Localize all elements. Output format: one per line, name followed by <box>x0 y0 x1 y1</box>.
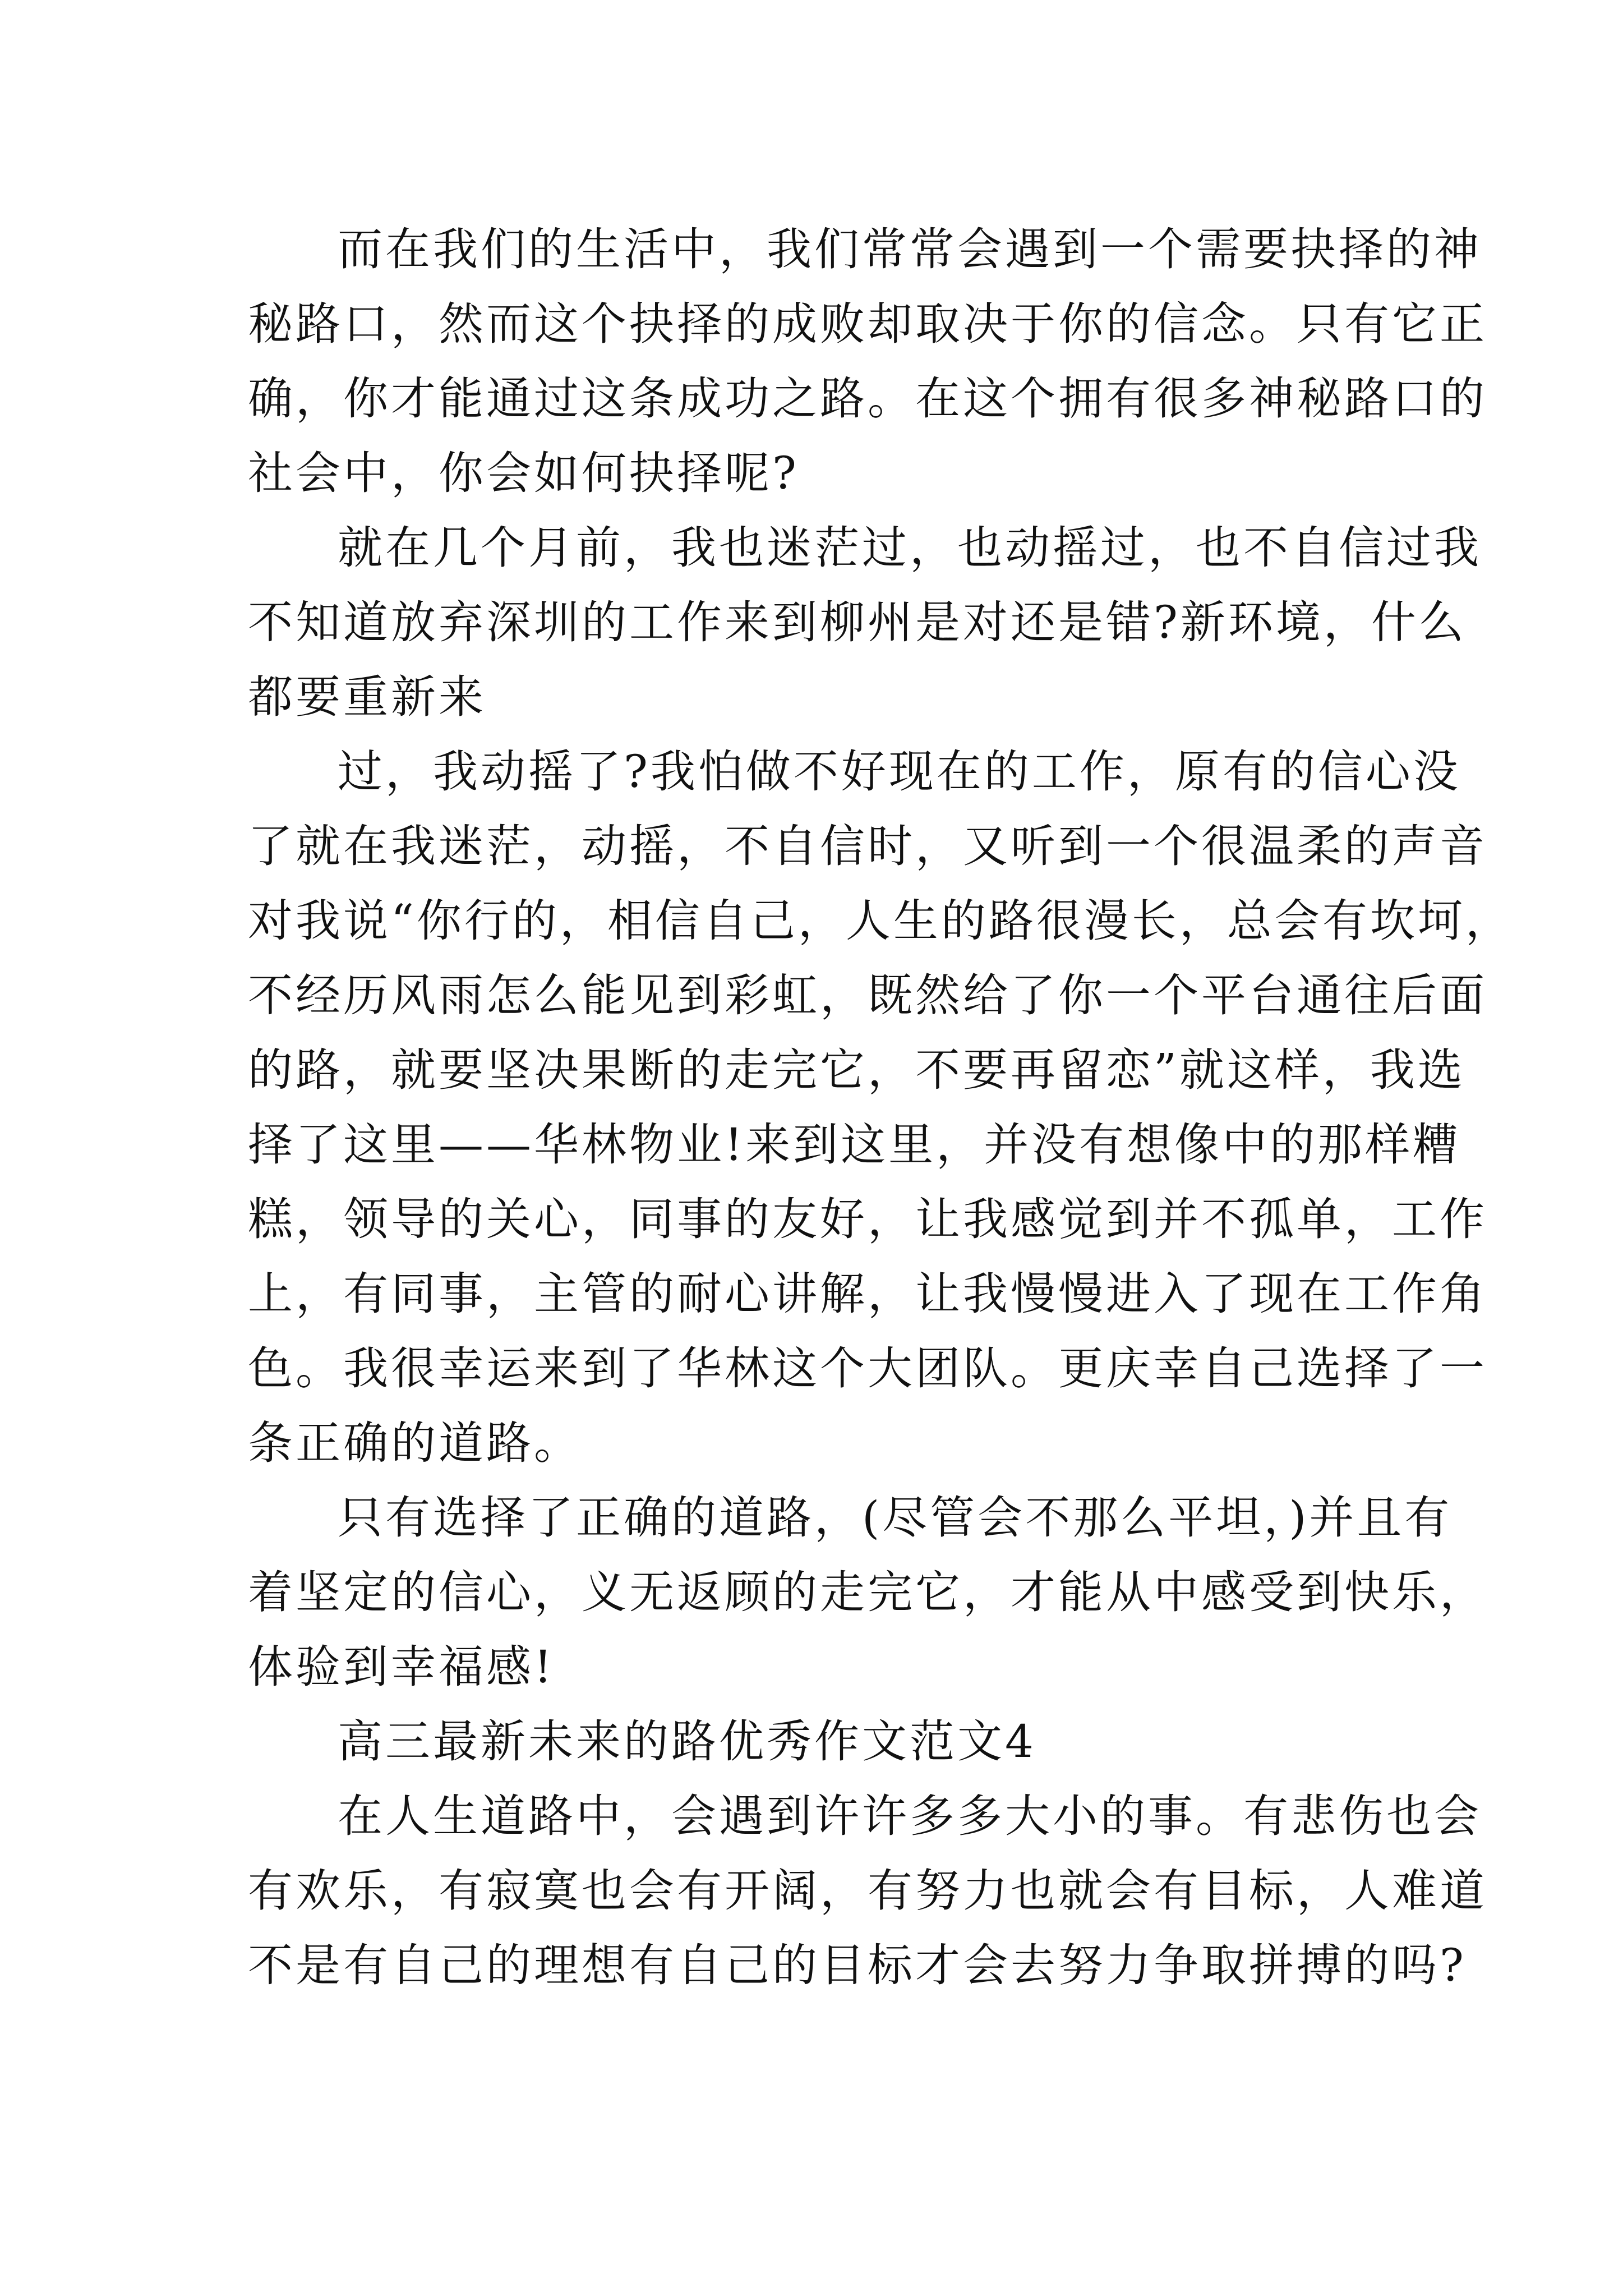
text-line: 在人生道路中，会遇到许许多多大小的事。有悲伤也会 <box>338 1790 1482 1842</box>
text-line: 不是有自己的理想有自己的目标才会去努力争取拼搏的吗? <box>248 1939 1467 1991</box>
text-line: 秘路口，然而这个抉择的成败却取决于你的信念。只有它正 <box>248 298 1487 350</box>
text-line: 糕，领导的关心，同事的友好，让我感觉到并不孤单，工作 <box>248 1193 1487 1245</box>
paragraph-1 <box>248 212 1487 510</box>
text-line: 只有选择了正确的道路，(尽管会不那么平坦，)并且有 <box>338 1492 1453 1544</box>
text-line: 就在几个月前，我也迷茫过，也动摇过，也不自信过我 <box>338 522 1482 574</box>
text-line: 上，有同事，主管的耐心讲解，让我慢慢进入了现在工作角 <box>248 1268 1487 1320</box>
text-line: 确，你才能通过这条成功之路。在这个拥有很多神秘路口的 <box>248 372 1487 425</box>
text-line: 着坚定的信心，义无返顾的走完它，才能从中感受到快乐， <box>248 1566 1487 1618</box>
paragraph-5 <box>248 1779 1487 2003</box>
text-line: 体验到幸福感! <box>248 1641 555 1693</box>
text-line: 不经历风雨怎么能见到彩虹，既然给了你一个平台通往后面 <box>248 969 1487 1022</box>
text-line: 条正确的道路。 <box>248 1417 582 1469</box>
paragraph-4 <box>248 1480 1487 1704</box>
text-line: 不知道放弃深圳的工作来到柳州是对还是错?新环境，什么 <box>248 596 1467 648</box>
paragraph-3 <box>248 734 1513 1480</box>
section-heading: 高三最新未来的路优秀作文范文4 <box>338 1715 1036 1768</box>
text-line: 社会中，你会如何抉择呢? <box>248 447 799 499</box>
text-line: 色。我很幸运来到了华林这个大团队。更庆幸自己选择了一 <box>248 1342 1487 1395</box>
text-line: 对我说“你行的，相信自己，人生的路很漫长，总会有坎坷， <box>248 895 1513 947</box>
text-line: 了就在我迷茫，动摇，不自信时，又听到一个很温柔的声音 <box>248 820 1487 872</box>
text-line: 过，我动摇了?我怕做不好现在的工作，原有的信心没 <box>338 746 1461 798</box>
document-body <box>248 212 1513 2003</box>
text-line: 有欢乐，有寂寞也会有开阔，有努力也就会有目标，人难道 <box>248 1865 1487 1917</box>
text-line: 而在我们的生活中，我们常常会遇到一个需要抉择的神 <box>338 223 1482 275</box>
text-line: 择了这里——华林物业!来到这里，并没有想像中的那样糟 <box>248 1119 1461 1171</box>
text-line: 都要重新来 <box>248 671 486 723</box>
text-line: 的路，就要坚决果断的走完它，不要再留恋”就这样，我选 <box>248 1044 1465 1096</box>
paragraph-2 <box>248 510 1482 734</box>
